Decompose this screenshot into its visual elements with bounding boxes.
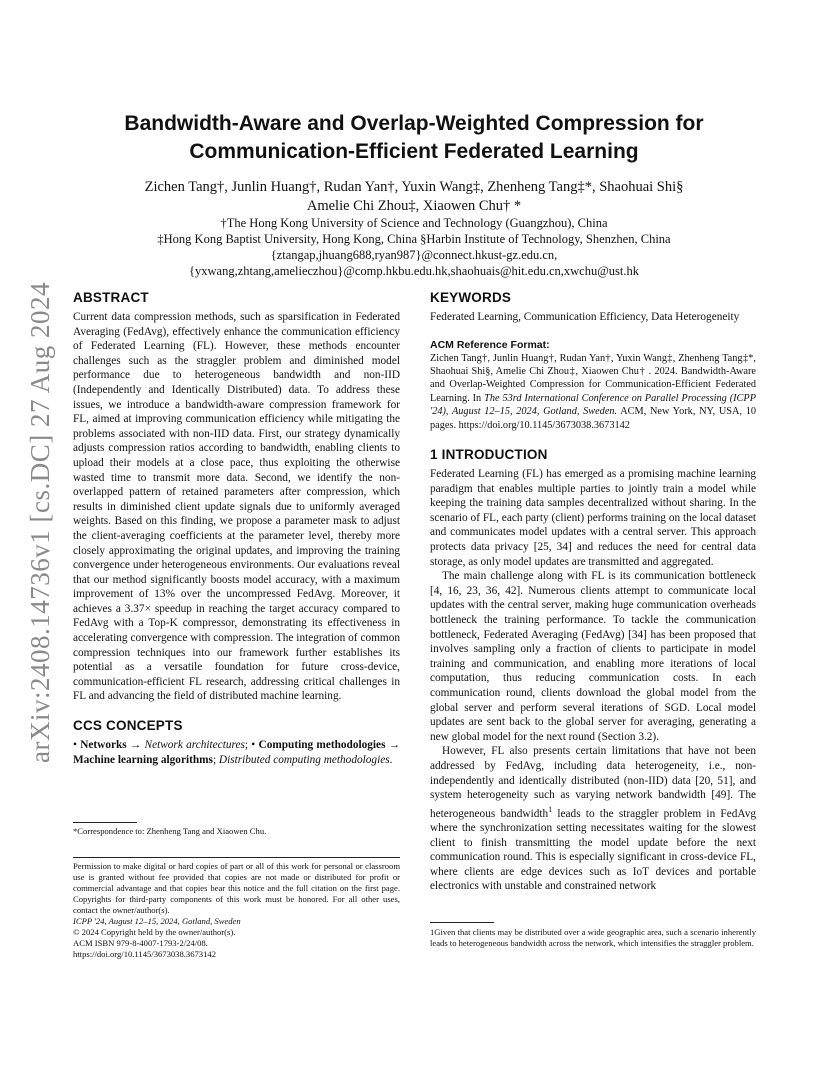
affiliation-line-1: †The Hong Kong University of Science and Technology (Guangzhou), China	[220, 216, 608, 230]
authors-line-1: Zichen Tang†, Junlin Huang†, Rudan Yan†, Yuxin Wang‡, Zhenheng Tang‡*, Shaohuai Shi§	[144, 179, 684, 195]
permission-rule	[73, 857, 400, 858]
author-list	[80, 178, 748, 216]
permission-block	[73, 861, 400, 960]
intro-p3-end: leads to the straggler problem in FedAvg where the synchronization setting necessitates waiting for the slowest client to finish transmitting the model update before the next communication round. This is especially significant in cross-device FL, where clients are edge devices such as IoT devices and portable electronics with unstable and constrained network	[430, 807, 756, 893]
affiliations	[80, 215, 748, 279]
footnote-1: 1Given that clients may be distributed over a wide geographic area, such a scenario inherently leads to heterogeneous bandwidth across the network, which intensifies the straggler problem.	[430, 927, 756, 948]
acm-ref-heading: ACM Reference Format:	[430, 338, 550, 351]
intro-paragraph-2: The main challenge along with FL is its communication bottleneck [4, 16, 23, 36, 42]. Numerous clients attempt to communicate local updates with the central server, making huge communication overheads bottleneck the training performance. To tackle the communication bottleneck, Federated Averaging (FedAvg) [34] has been proposed that involves sampling only a fraction of clients to participate in model training and communication, and enabling more iterations of local computation, thus reducing communication costs. In each communication round, clients download the global model from the global server and perform several iterations of SGD. Local model updates are sent back to the global server for averaging, generating a new global model for the next round (Section 3.2).	[430, 570, 756, 743]
ccs-period: .	[389, 753, 393, 766]
abstract-text: Current data compression methods, such as sparsification in Federated Averaging (FedAvg), effectively enhance the communication efficiency of Federated Learning (FL). However, these methods encounter challenges such as the straggler problem and diminished model performance due to heterogeneous bandwidth and non-IID (Independently and Identically Distributed) data. To address these issues, we introduce a bandwidth-aware compression framework for FL, aimed at improving communication efficiency while mitigating the problems associated with non-IID data. First, our strategy dynamically adjusts compression ratios according to bandwidth, enabling clients to upload their models at a close pace, thus exploiting the otherwise wasted time to transmit more data. Second, we identify the non-overlapped pattern of retained parameters after compression, which results in diminished client update signals due to uniformly averaged weights. Based on this finding, we propose a parameter mask to adjust the client-averaging coefficients at the parameter level, thereby more closely approximating the original updates, and improving the training convergence under heterogeneous environments. Our evaluations reveal that our method significantly boosts model accuracy, with a maximum improvement of 13% over the uncompressed FedAvg. Moreover, it achieves a 3.37× speedup in reaching the target accuracy compared to FedAvg with a Top-K compressor, demonstrating its effectiveness in accelerating convergence with compression. The integration of common compression techniques into our framework further establishes its potential as a versatile foundation for future cross-device, communication-efficient FL research, addressing critical challenges in FL and advancing the field of distributed machine learning.	[73, 311, 400, 703]
permission-isbn: ACM ISBN 979-8-4007-1793-2/24/08.	[73, 938, 208, 948]
intro-heading: 1 INTRODUCTION	[430, 447, 548, 463]
footnote-marker: 1	[548, 804, 553, 814]
permission-copyright: © 2024 Copyright held by the owner/author(s).	[73, 927, 236, 937]
ccs-sep: ;	[244, 739, 249, 752]
acm-ref-tail: ACM, New York, NY, USA, 10 pages. https://doi.org/10.1145/3673038.3673142	[430, 406, 757, 431]
ccs-dist: Distributed computing methodologies	[218, 753, 390, 766]
left-column	[73, 289, 400, 767]
ccs-bullet: •	[251, 739, 256, 752]
ccs-network-arch: Network architectures	[144, 739, 245, 752]
permission-doi: https://doi.org/10.1145/3673038.3673142	[73, 949, 216, 959]
authors-line-2: Amelie Chi Zhou‡, Xiaowen Chu† *	[306, 198, 522, 214]
abstract-heading: ABSTRACT	[73, 290, 149, 305]
ccs-bullet: •	[73, 739, 77, 752]
arxiv-stamp	[18, 282, 62, 762]
affiliation-line-3: {ztangap,jhuang688,ryan987}@connect.hkust-gz.edu.cn,	[270, 248, 558, 262]
permission-text: Permission to make digital or hard copies of part or all of this work for personal or classroom use is granted without fee provided that copies are not made or distributed for profit or commercial advantage and that copies bear this notice and the full citation on the first page. Copyrights for third-party components of this work must be honored. For all other uses, contact the owner/author(s).	[73, 861, 400, 915]
ccs-networks: Networks	[80, 739, 127, 752]
acm-ref-venue: The 53rd International Conference on Parallel Processing (ICPP '24), August 12–15, 2024, Gotland, Sweden.	[430, 392, 757, 418]
arxiv-stamp-text: arXiv:2408.14736v1 [cs.DC] 27 Aug 2024	[24, 281, 55, 763]
paper-title	[80, 110, 748, 166]
acm-ref-text	[430, 352, 756, 432]
title-line-1: Bandwidth-Aware and Overlap-Weighted Compression for	[124, 112, 704, 135]
correspondence-rule	[73, 822, 137, 823]
footnote-rule	[430, 922, 494, 923]
ccs-computing: Computing methodologies	[258, 739, 386, 752]
ccs-arrow: →	[388, 739, 401, 752]
correspondence-note: *Correspondence to: Zhenheng Tang and Xiaowen Chu.	[73, 826, 267, 836]
intro-p3-start: However, FL also presents certain limitations that have not been addressed by FedAvg, including data heterogeneity, i.e., non-independently and identically distributed (non-IID) data [20, 51], and system heterogeneity such as varying network bandwidth [49]. The heterogeneous bandwidth	[430, 745, 756, 820]
affiliation-line-2: ‡Hong Kong Baptist University, Hong Kong, China §Harbin Institute of Technology, Shenzhen, China	[157, 232, 671, 246]
ccs-sep: ;	[212, 753, 217, 766]
acm-ref-authors: Zichen Tang†, Junlin Huang†, Rudan Yan†, Yuxin Wang‡, Zhenheng Tang‡*, Shaohuai Shi§, Amelie Chi Zhou‡, Xiaowen Chu† . 2024. Bandwidth-Aware and Overlap-Weighted Compression for Communication-Efficient Federated Learning. In	[430, 352, 756, 404]
affiliation-line-4: {yxwang,zhtang,amelieczhou}@comp.hkbu.edu.hk,shaohuais@hit.edu.cn,xwchu@ust.hk	[189, 264, 639, 278]
ccs-ml: Machine learning algorithms	[73, 753, 213, 766]
keywords-heading: KEYWORDS	[430, 290, 512, 305]
intro-paragraph-3	[430, 744, 756, 894]
ccs-arrow: →	[129, 739, 142, 752]
permission-venue: ICPP '24, August 12–15, 2024, Gotland, Sweden	[73, 916, 241, 926]
title-line-2: Communication-Efficient Federated Learning	[189, 140, 639, 163]
right-column	[430, 289, 756, 894]
intro-paragraph-1: Federated Learning (FL) has emerged as a promising machine learning paradigm that enables multiple parties to jointly train a model while keeping the training data samples decentralized without sharing. In the scenario of FL, each party (client) performs training on the local dataset and communicates model updates with a central server. This approach protects data privacy [25, 34] and reduces the need for central data storage, as only model updates are transmitted and aggregated.	[430, 468, 756, 568]
ccs-heading: CCS CONCEPTS	[73, 718, 183, 734]
keywords-text: Federated Learning, Communication Efficiency, Data Heterogeneity	[430, 311, 740, 323]
ccs-concepts	[73, 738, 400, 767]
